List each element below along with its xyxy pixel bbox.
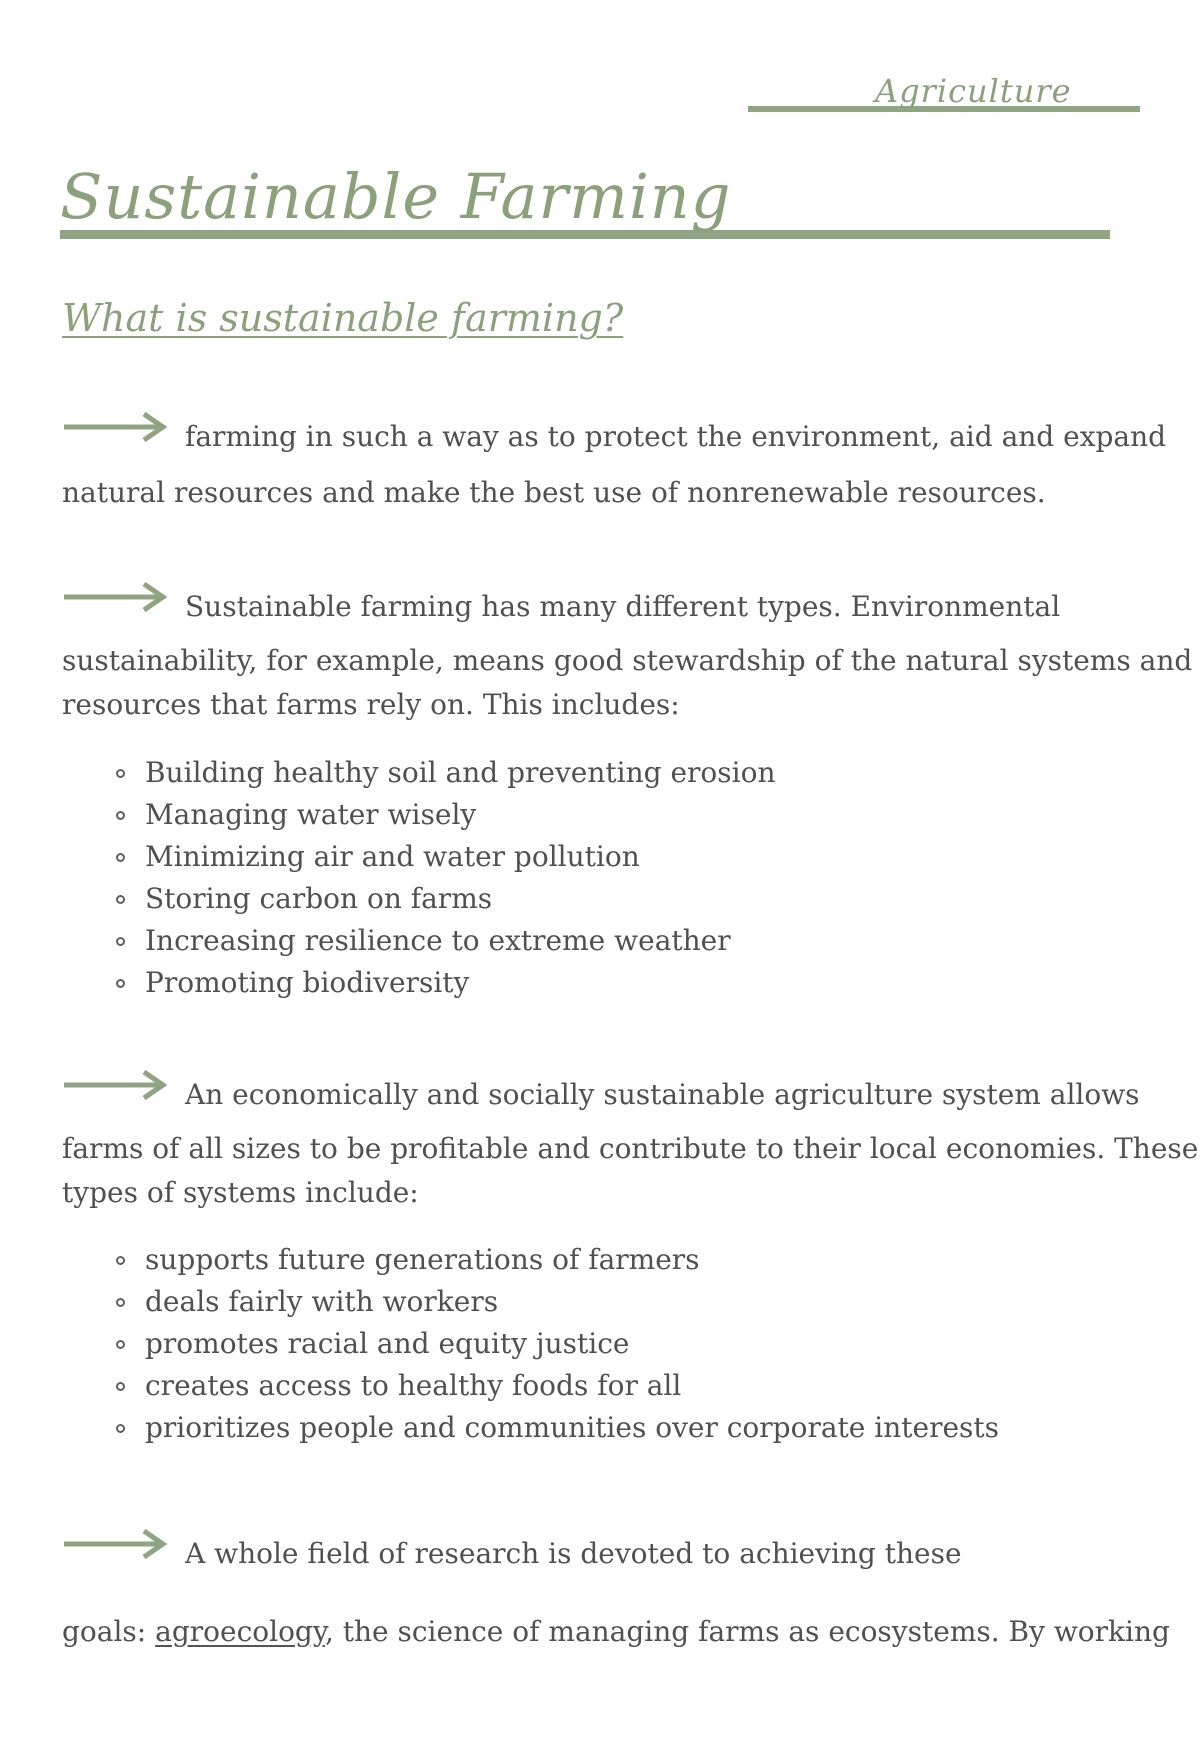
list-item: Storing carbon on farms xyxy=(112,878,776,920)
circle-bullet-icon xyxy=(116,853,125,862)
circle-bullet-icon xyxy=(116,1298,125,1307)
arrow-right-icon xyxy=(64,1068,168,1102)
circle-bullet-icon xyxy=(116,937,125,946)
circle-bullet-icon xyxy=(116,1340,125,1349)
list-item: promotes racial and equity justice xyxy=(112,1323,999,1365)
list-item: supports future generations of farmers xyxy=(112,1239,999,1281)
list-item: Building healthy soil and preventing erosion xyxy=(112,752,776,794)
circle-bullet-icon xyxy=(116,1382,125,1391)
paragraph-line: An economically and socially sustainable agriculture system allows xyxy=(185,1078,1140,1111)
agroecology-link[interactable]: agroecology xyxy=(155,1615,325,1648)
circle-bullet-icon xyxy=(116,769,125,778)
paragraph-line: farming in such a way as to protect the environment, aid and expand xyxy=(185,420,1167,453)
list-item: Minimizing air and water pollution xyxy=(112,836,776,878)
paragraph-line: types of systems include: xyxy=(62,1176,419,1209)
list-item: Increasing resilience to extreme weather xyxy=(112,920,776,962)
list-item: creates access to healthy foods for all xyxy=(112,1365,999,1407)
paragraph-line: Sustainable farming has many different types. Environmental xyxy=(185,590,1061,623)
page-title: Sustainable Farming xyxy=(60,160,732,233)
text-prefix: goals: xyxy=(62,1615,156,1648)
circle-bullet-icon xyxy=(116,979,125,988)
circle-bullet-icon xyxy=(116,811,125,820)
paragraph-line: resources that farms rely on. This includes: xyxy=(62,688,680,721)
list-item: deals fairly with workers xyxy=(112,1281,999,1323)
circle-bullet-icon xyxy=(116,1424,125,1433)
paragraph-line: natural resources and make the best use of nonrenewable resources. xyxy=(62,476,1046,509)
paragraph-line: A whole field of research is devoted to achieving these xyxy=(185,1537,962,1570)
section-heading: What is sustainable farming? xyxy=(62,296,624,340)
list-item: Managing water wisely xyxy=(112,794,776,836)
arrow-right-icon xyxy=(64,1527,168,1561)
text-suffix: , the science of managing farms as ecosystems. By working xyxy=(324,1615,1170,1648)
arrow-right-icon xyxy=(64,410,168,444)
paragraph-line xyxy=(62,1615,1170,1648)
arrow-right-icon xyxy=(64,580,168,614)
list-item: prioritizes people and communities over corporate interests xyxy=(112,1407,999,1449)
header-tag: Agriculture xyxy=(875,72,1072,110)
circle-bullet-icon xyxy=(116,895,125,904)
bullet-list-economic xyxy=(112,1239,999,1449)
bullet-list-environmental xyxy=(112,752,776,1004)
list-item: Promoting biodiversity xyxy=(112,962,776,1004)
circle-bullet-icon xyxy=(116,1256,125,1265)
paragraph-line: farms of all sizes to be profitable and contribute to their local economies. These xyxy=(62,1132,1199,1165)
paragraph-line: sustainability, for example, means good stewardship of the natural systems and xyxy=(62,644,1193,677)
